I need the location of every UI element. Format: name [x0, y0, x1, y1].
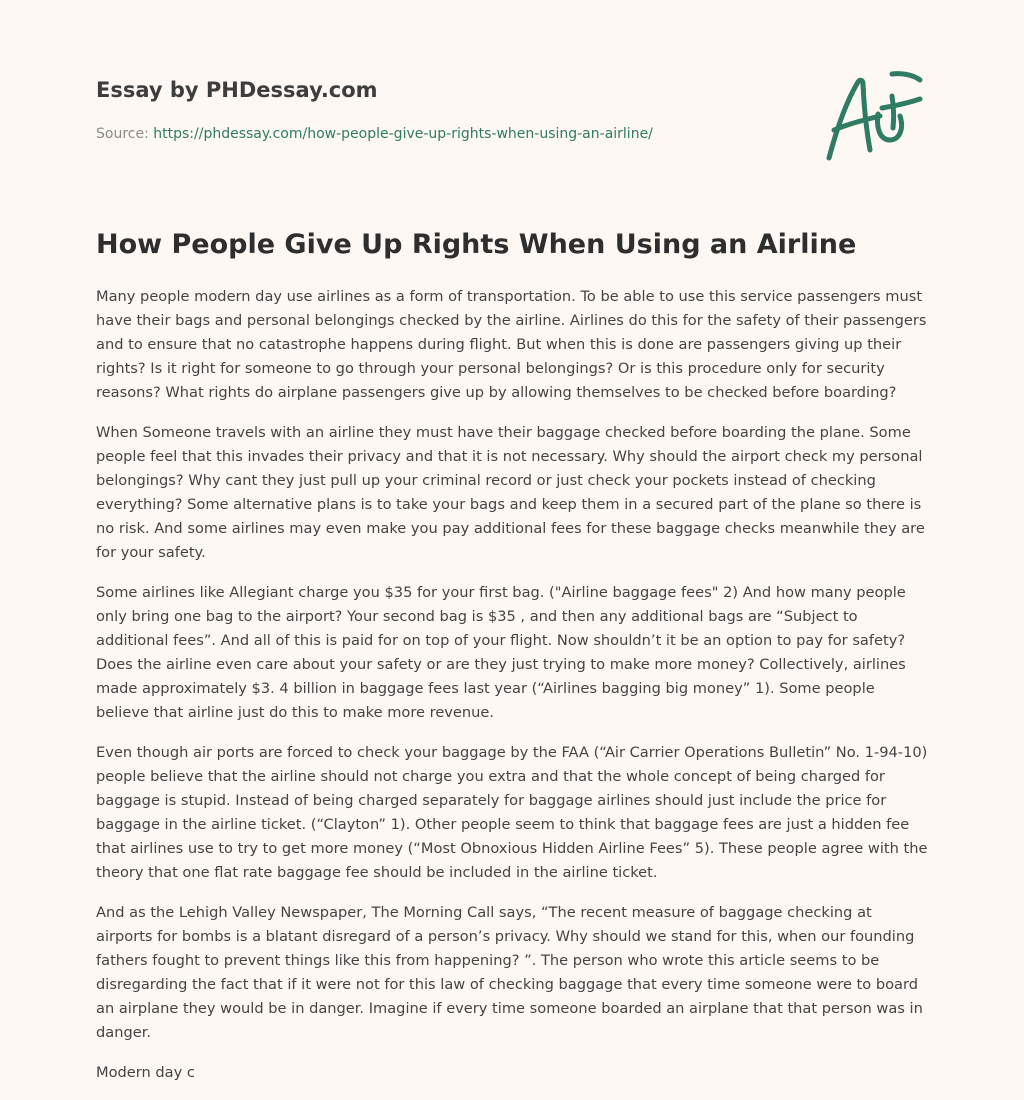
source-label: Source:: [96, 126, 154, 142]
paragraph: When Someone travels with an airline they must have their baggage checked before boarding the plane. Some people feel that this invades their privacy and that it is not necessary. Why should the airport check my personal belongings? Why cant they just pull up your criminal record or just check your pockets instead of checking everything? Some alternative plans is to take your bags and keep them in a secured part of the plane so there is no risk. And some airlines may even make you pay additional fees for these baggage checks meanwhile they are for your safety.: [96, 424, 925, 561]
source-line: [96, 124, 653, 144]
essay-body: [96, 285, 932, 1100]
a-plus-grade-icon: [820, 66, 930, 166]
paragraph: And as the Lehigh Valley Newspaper, The Morning Call says, “The recent measure of baggage checking at airports for bombs is a blatant disregard of a person’s privacy. Why should we stand for this, when our founding fathers fought to prevent things like this from happening? ”. The person who wrote this article seems to be disregarding the fact that if it were not for this law of checking baggage that every time someone were to board an airplane they would be in danger. Imagine if every time someone boarded an airplane that that person was in danger.: [96, 904, 923, 1041]
paragraph: Some airlines like Allegiant charge you $35 for your first bag. ("Airline baggage fees" 2) And how many people only bring one bag to the airport? Your second bag is $35 , and then any additional bags are “Subject to additional fees”. And all of this is paid for on top of your flight. Now shouldn’t it be an option to pay for safety? Does the airline even care about your safety or are they just trying to make more money? Collectively, airlines made approximately $3. 4 billion in baggage fees last year (“Airlines bagging big money” 1). Some people believe that airline just do this to make more revenue.: [96, 584, 906, 721]
source-link[interactable]: https://phdessay.com/how-people-give-up-rights-when-using-an-airline/: [153, 126, 653, 142]
essay-title: How People Give Up Rights When Using an Airline: [96, 229, 857, 260]
site-brand: Essay by PHDessay.com: [96, 78, 378, 102]
paragraph: Even though air ports are forced to check your baggage by the FAA (“Air Carrier Operations Bulletin” No. 1-94-10) people believe that the airline should not charge you extra and that the whole concept of being charged for baggage is stupid. Instead of being charged separately for baggage airlines should just include the price for baggage in the airline ticket. (“Clayton” 1). Other people seem to think that baggage fees are just a hidden fee that airlines use to try to get more money (“Most Obnoxious Hidden Airline Fees” 5). These people agree with the theory that one flat rate baggage fee should be included in the airline ticket.: [96, 744, 928, 881]
paragraph: Modern day c: [96, 1064, 195, 1081]
paragraph: Many people modern day use airlines as a form of transportation. To be able to use this service passengers must have their bags and personal belongings checked by the airline. Airlines do this for the safety of their passengers and to ensure that no catastrophe happens during flight. But when this is done are passengers giving up their rights? Is it right for someone to go through your personal belongings? Or is this procedure only for security reasons? What rights do airplane passengers give up by allowing themselves to be checked before boarding?: [96, 288, 927, 401]
